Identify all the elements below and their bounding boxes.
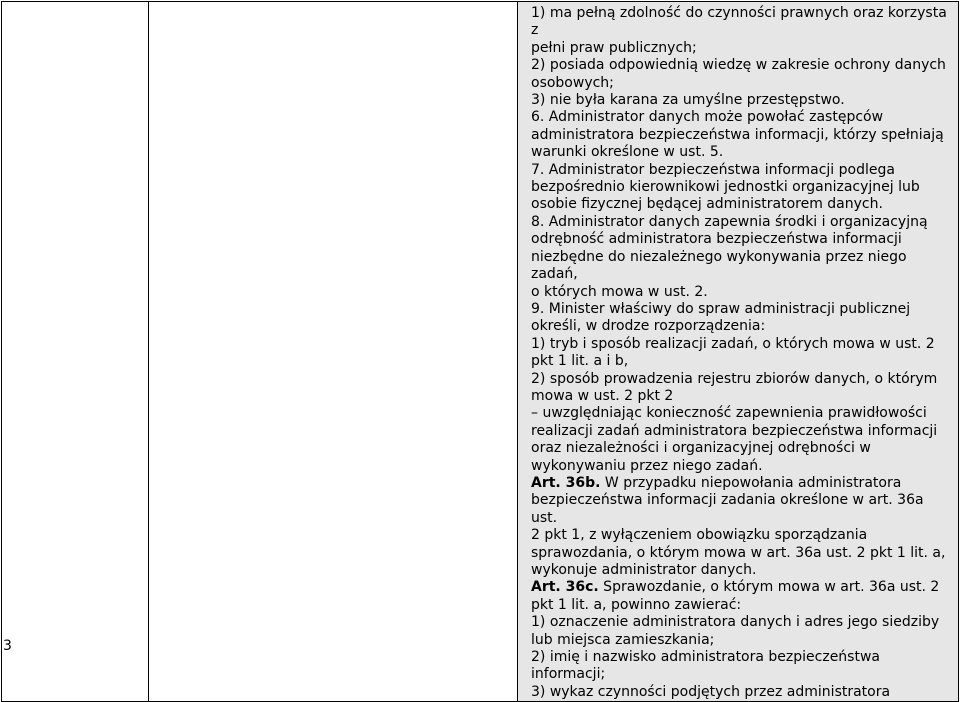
art-36b-label: Art. 36b. bbox=[531, 474, 601, 491]
text-line: administratora bezpieczeństwa informacji, którzy spełniają bbox=[531, 126, 944, 143]
art-36b-first-line bbox=[531, 475, 950, 492]
table-row bbox=[2, 2, 959, 702]
text-line: realizacji zadań administratora bezpieczeństwa informacji bbox=[531, 422, 938, 439]
text-line: 2) posiada odpowiednią wiedzę w zakresie ochrony danych bbox=[531, 57, 946, 74]
text-line: 2) imię i nazwisko administratora bezpieczeństwa bbox=[531, 649, 880, 666]
text-line: określi, w drodze rozporządzenia: bbox=[531, 318, 766, 335]
text-line: 8. Administrator danych zapewnia środki i organizacyjną bbox=[531, 213, 928, 230]
text-line: osobowych; bbox=[531, 74, 614, 91]
text-line: pełni praw publicznych; bbox=[531, 39, 697, 56]
text-line: 3) nie była karana za umyślne przestępstwo. bbox=[531, 92, 845, 109]
text-line: bezpośrednio kierownikowi jednostki organizacyjnej lub bbox=[531, 179, 920, 196]
text-line: wykonuje administrator danych. bbox=[531, 562, 757, 578]
text-line: 9. Minister właściwy do spraw administracji publicznej bbox=[531, 300, 911, 317]
text-line: – uwzględniając konieczność zapewnienia prawidłowości bbox=[531, 405, 927, 422]
text-line: informacji; bbox=[531, 666, 606, 683]
art-36c-text: Sprawozdanie, o którym mowa w art. 36a ust. 2 bbox=[598, 579, 940, 596]
text-line: 6. Administrator danych może powołać zastępców bbox=[531, 109, 884, 126]
text-line: 1) tryb i sposób realizacji zadań, o których mowa w ust. 2 bbox=[531, 335, 935, 352]
text-line: pkt 1 lit. a i b, bbox=[531, 353, 629, 370]
page-number: 3 bbox=[3, 638, 12, 654]
text-line: odrębność administratora bezpieczeństwa informacji bbox=[531, 231, 902, 248]
text-line: pkt 1 lit. a, powinno zawierać: bbox=[531, 596, 742, 613]
text-line: wykonywaniu przez niego zadań. bbox=[531, 457, 763, 474]
text-line: 2 pkt 1, z wyłączeniem obowiązku sporządzania bbox=[531, 527, 868, 544]
text-line: mowa w ust. 2 pkt 2 bbox=[531, 387, 674, 404]
text-line: o których mowa w ust. 2. bbox=[531, 283, 708, 300]
text-line: lub miejsca zamieszkania; bbox=[531, 631, 715, 648]
text-line: 3) wykaz czynności podjętych przez administratora bbox=[531, 683, 891, 700]
text-line: oraz niezależności i organizacyjnej odrębności w bbox=[531, 440, 871, 457]
art-36c-first-line bbox=[531, 579, 950, 596]
text-line: niezbędne do niezależnego wykonywania przez niego zadań, bbox=[531, 248, 907, 283]
text-line: 7. Administrator bezpieczeństwa informacji podlega bbox=[531, 161, 895, 178]
text-line: osobie fizycznej będącej administratorem danych. bbox=[531, 196, 883, 213]
text-line: bezpieczeństwa informacji zadania określone w art. 36a ust. bbox=[531, 492, 924, 526]
art-36b-text: W przypadku niepowołania administratora bbox=[600, 474, 902, 491]
text-line: 1) ma pełną zdolność do czynności prawnych oraz korzysta z bbox=[531, 5, 947, 39]
law-text bbox=[518, 2, 958, 701]
art-36c-label: Art. 36c. bbox=[531, 579, 599, 596]
text-line: 2) sposób prowadzenia rejestru zbiorów danych, o którym bbox=[531, 370, 938, 387]
text-line: warunki określone w ust. 5. bbox=[531, 144, 724, 161]
text-line: sprawozdania, o którym mowa w art. 36a ust. 2 pkt 1 lit. a, bbox=[531, 544, 946, 561]
empty-cell-middle bbox=[149, 2, 518, 702]
text-line: 1) oznaczenie administratora danych i adres jego siedziby bbox=[531, 614, 940, 631]
text-cell bbox=[518, 2, 959, 702]
document-table bbox=[1, 1, 959, 702]
empty-cell-left bbox=[2, 2, 149, 702]
